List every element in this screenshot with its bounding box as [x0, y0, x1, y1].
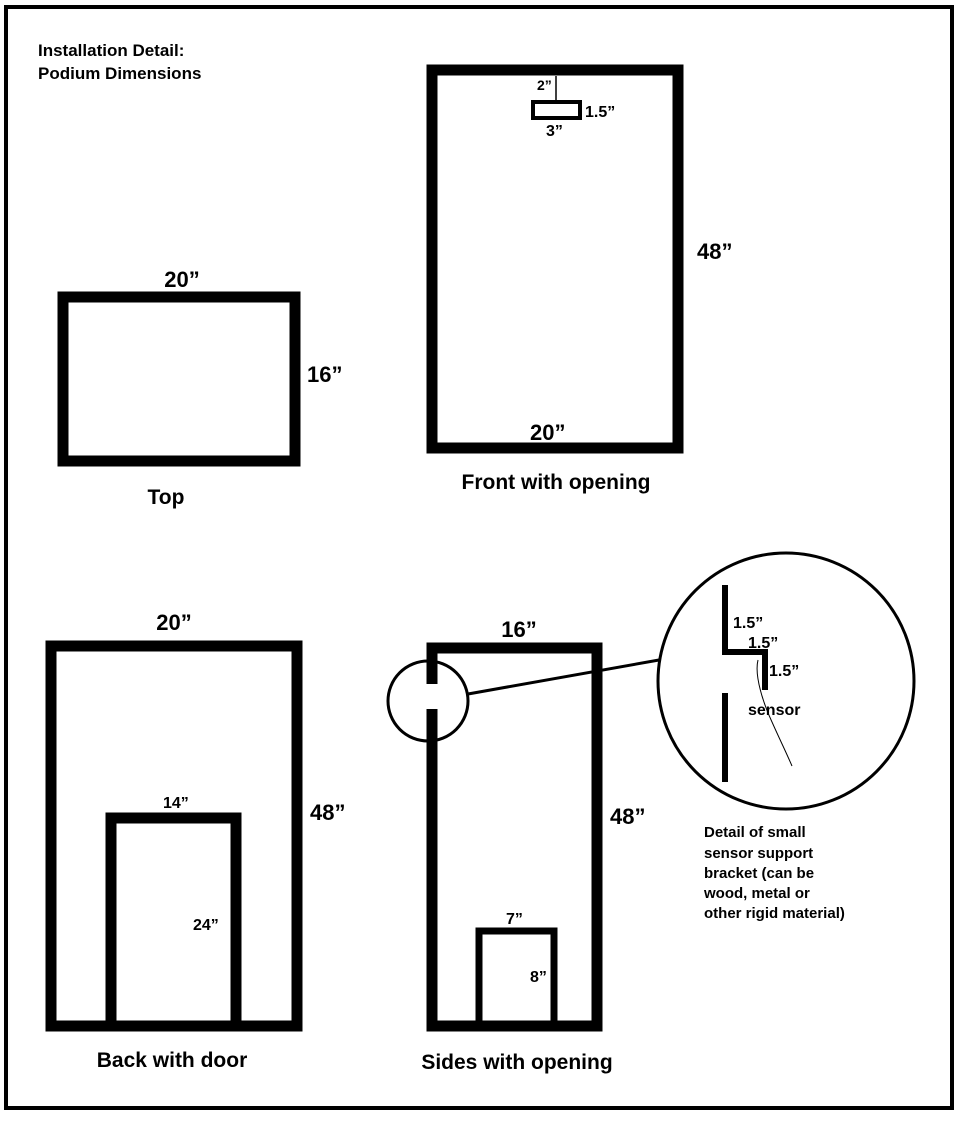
- front-opening-offset-label: 2”: [537, 77, 552, 93]
- sides-opening-width-label: 7”: [506, 911, 523, 928]
- detail-note-line-5: other rigid material): [704, 905, 845, 922]
- sides-width-label: 16”: [501, 617, 537, 642]
- back-height-label: 48”: [310, 800, 346, 825]
- sides-caption: Sides with opening: [421, 1051, 613, 1074]
- detail-dim-2: 1.5”: [748, 635, 779, 652]
- front-height-label: 48”: [697, 239, 733, 264]
- front-opening-height-label: 1.5”: [585, 104, 616, 121]
- sensor-label: sensor: [748, 702, 801, 719]
- back-door-width-label: 14”: [163, 795, 189, 812]
- top-width-label: 20”: [164, 267, 200, 292]
- back-width-label: 20”: [156, 610, 192, 635]
- detail-note-line-2: sensor support: [704, 845, 814, 862]
- front-width-label: 20”: [530, 420, 566, 445]
- top-depth-label: 16”: [307, 362, 343, 387]
- back-caption: Back with door: [96, 1049, 248, 1072]
- title-line-2: Podium Dimensions: [38, 64, 202, 83]
- detail-dim-1: 1.5”: [733, 615, 764, 632]
- detail-note-line-3: bracket (can be: [704, 865, 815, 882]
- front-opening-width-label: 3”: [546, 123, 563, 140]
- back-door-height-label: 24”: [193, 917, 219, 934]
- sides-opening-height-label: 8”: [530, 969, 547, 986]
- detail-note-line-1: Detail of small: [704, 824, 806, 841]
- detail-dim-3: 1.5”: [769, 663, 800, 680]
- detail-note-line-4: wood, metal or: [704, 885, 810, 902]
- front-caption: Front with opening: [461, 471, 651, 494]
- sides-height-label: 48”: [610, 804, 646, 829]
- top-caption: Top: [147, 486, 185, 509]
- title-line-1: Installation Detail:: [38, 41, 185, 60]
